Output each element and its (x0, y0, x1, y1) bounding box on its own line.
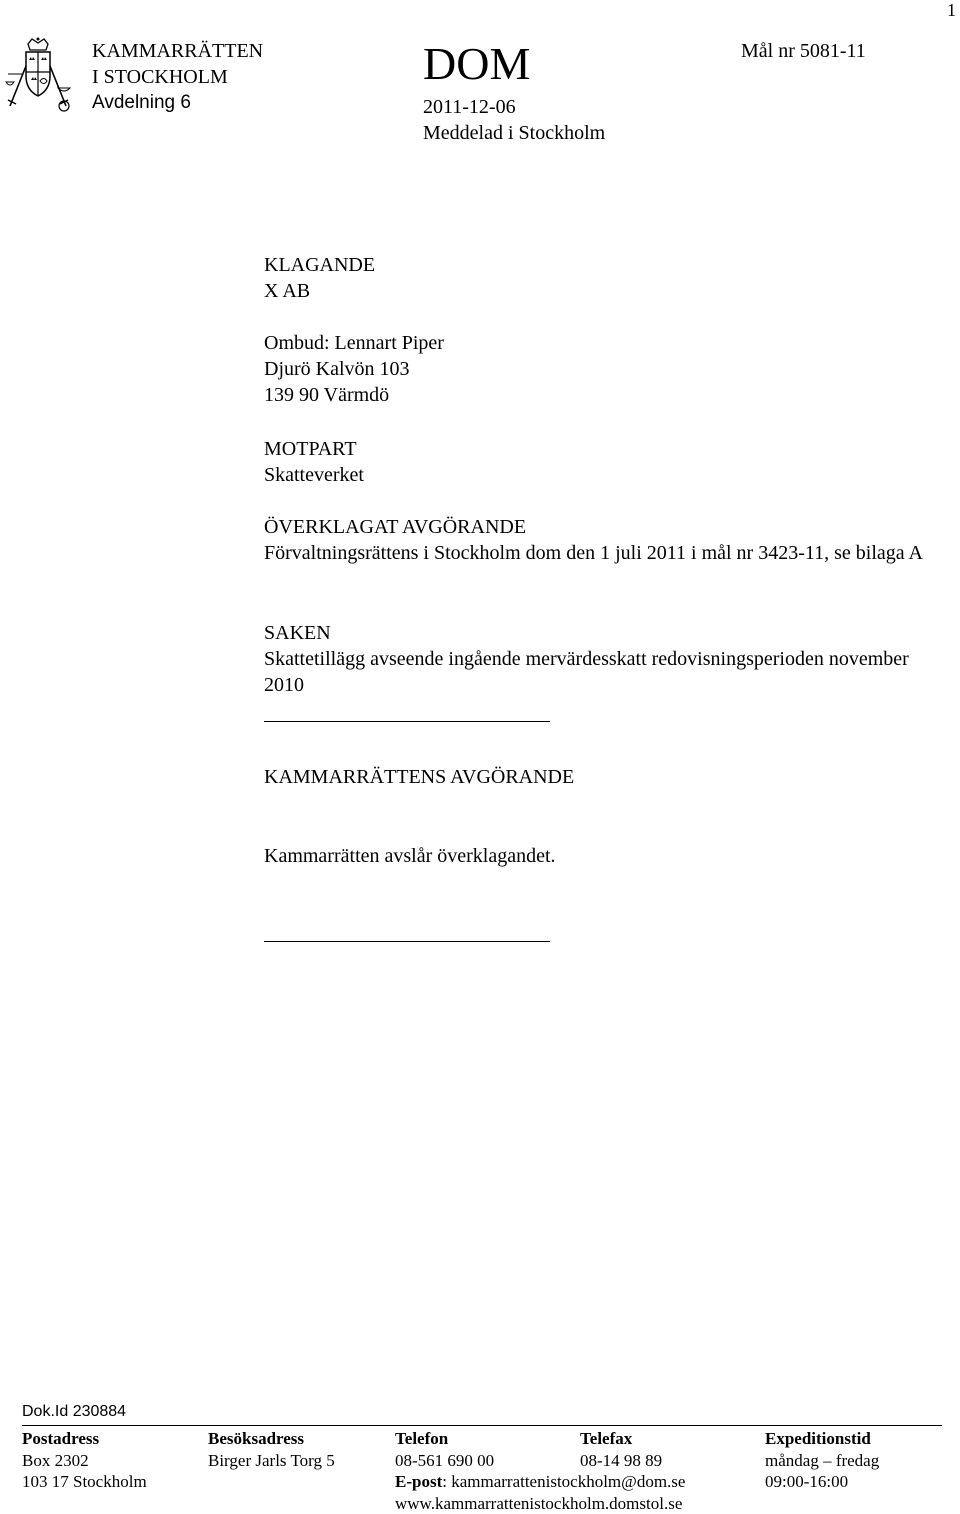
avgorande-heading: KAMMARRÄTTENS AVGÖRANDE (264, 764, 944, 790)
footer-besoksadress (208, 1428, 335, 1471)
footer-rule (22, 1425, 942, 1426)
motpart-name: Skatteverket (264, 462, 944, 488)
expeditionstid-hours: 09:00-16:00 (765, 1471, 879, 1493)
email-link[interactable]: : kammarrattenistockholm@dom.se (442, 1472, 685, 1491)
telefon-heading: Telefon (395, 1428, 685, 1450)
overklagat-text: Förvaltningsrättens i Stockholm dom den 1 juli 2011 i mål nr 3423-11, se bilaga A (264, 540, 944, 566)
overklagat-heading: ÖVERKLAGAT AVGÖRANDE (264, 514, 944, 540)
footer-telefax (580, 1428, 662, 1471)
document-id: Dok.Id 230884 (22, 1402, 126, 1422)
footer-postadress (22, 1428, 147, 1493)
klagande-name: X AB (264, 278, 944, 304)
decision-date: 2011-12-06 (423, 94, 516, 120)
postadress-heading: Postadress (22, 1428, 147, 1450)
court-name-line1: KAMMARRÄTTEN (92, 38, 263, 64)
coat-of-arms-logo (2, 36, 74, 112)
saken-text: Skattetillägg avseende ingående mervärdesskatt redovisningsperioden november 2010 (264, 646, 944, 698)
court-name (92, 38, 263, 116)
postadress-line1: Box 2302 (22, 1450, 147, 1472)
closing-divider (264, 941, 550, 942)
avgorande-text: Kammarrätten avslår överklagandet. (264, 843, 944, 869)
besoksadress-line1: Birger Jarls Torg 5 (208, 1450, 335, 1472)
document-type: DOM (423, 38, 530, 90)
motpart-heading: MOTPART (264, 436, 944, 462)
department: Avdelning 6 (92, 90, 263, 116)
klagande-heading: KLAGANDE (264, 252, 944, 278)
email-label: E-post (395, 1472, 442, 1491)
besoksadress-heading: Besöksadress (208, 1428, 335, 1450)
ombud-name: Ombud: Lennart Piper (264, 330, 944, 356)
telefax-number: 08-14 98 89 (580, 1450, 662, 1472)
ombud-postal: 139 90 Värmdö (264, 382, 944, 408)
email-line (395, 1471, 685, 1493)
footer-expeditionstid (765, 1428, 879, 1493)
saken-heading: SAKEN (264, 620, 944, 646)
telefax-heading: Telefax (580, 1428, 662, 1450)
postadress-line2: 103 17 Stockholm (22, 1471, 147, 1493)
page-number: 1 (947, 0, 956, 21)
case-number: Mål nr 5081-11 (741, 38, 866, 64)
decision-place: Meddelad i Stockholm (423, 120, 605, 146)
court-name-line2: I STOCKHOLM (92, 64, 263, 90)
expeditionstid-days: måndag – fredag (765, 1450, 879, 1472)
section-divider (264, 721, 550, 722)
telefon-number: 08-561 690 00 (395, 1450, 685, 1472)
expeditionstid-heading: Expeditionstid (765, 1428, 879, 1450)
website-link[interactable]: www.kammarrattenistockholm.domstol.se (395, 1493, 685, 1514)
ombud-address: Djurö Kalvön 103 (264, 356, 944, 382)
